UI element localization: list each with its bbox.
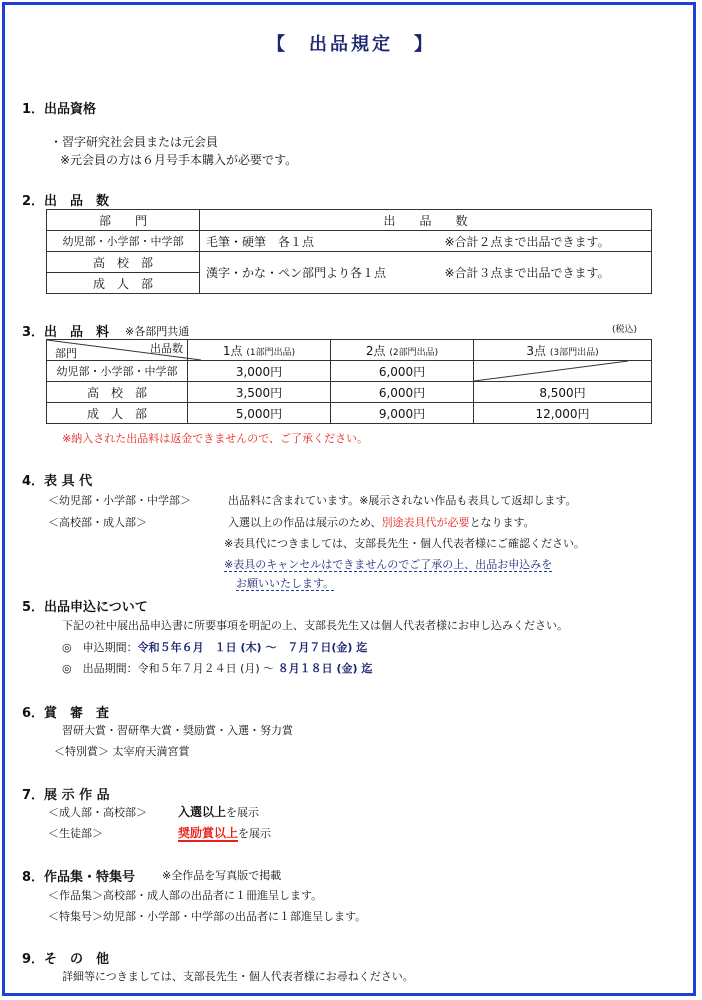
fee-header-1-sub: (1部門出品) [246,347,296,358]
submit-period-value-b: ８月１８日 (金) 迄 [277,662,373,675]
row-adult-label: 成 人 部 [47,273,200,294]
section-6-heading: 6．賞 審 査 [22,706,110,721]
submit-period-value-a: 令和５年７月２４日 (月) ～ [137,662,278,675]
display-adult-label: ＜成人部・高校部＞ [48,806,147,819]
eligibility-note: ※元会員の方は６月号手本購入が必要です。 [60,153,298,167]
submit-period-label: ◎ 出品期間： [62,662,138,675]
junior-count-note: ※合計２点まで出品できます。 [444,234,610,249]
junior-count-text: 毛筆・硬筆 各１点 [206,234,315,249]
tax-included-note: (税込) [612,325,638,335]
entry-count-table [46,209,652,294]
row-junior-label: 幼児部・小学部・中学部 [47,231,200,252]
display-student-text [178,824,271,841]
mounting-senior-text-red: 別途表具代が必要 [381,516,470,529]
row-junior-count [200,231,652,252]
mounting-senior-text [228,514,535,530]
awards-line: 習研大賞・習研準大賞・奨励賞・入選・努力賞 [62,724,293,737]
fee-header-2-label: 2点 [365,343,386,358]
na-diagonal-line [474,361,628,381]
fee-header-3 [474,340,652,361]
fee-header-2-sub: (2部門出品) [389,347,439,358]
mounting-junior-label: ＜幼児部・小学部・中学部＞ [48,494,191,507]
mounting-note-2b-text: お願いいたします。 [236,577,335,590]
mounting-note-1: ※表具代につきましては、支部長先生・個人代表者様にご確認ください。 [224,537,585,550]
senior-count-note: ※合計３点まで出品できます。 [444,266,610,280]
eligibility-line: ・習字研究社会員または元会員 [50,135,219,149]
section-5-heading: 5．出品申込について [22,600,148,615]
row-highschool-label: 高 校 部 [47,252,200,273]
refund-note: ※納入された出品料は返金できませんので、ご了承ください。 [62,432,368,445]
display-student-bold: 奨励賞以上 [178,826,239,840]
section-2-heading: 2．出 品 数 [22,194,110,209]
mounting-note-2b [236,575,334,591]
fee-row-highschool-2: 6,000円 [331,382,474,403]
fee-header-dept: 部門 [55,347,77,360]
section-8-heading: 8．作品集・特集号 [22,870,136,885]
fee-row-adult-2: 9,000円 [331,403,474,424]
mounting-senior-text-b: となります。 [469,516,535,529]
fee-header-3-label: 3点 [526,343,547,358]
apply-period [62,639,367,655]
col-dept-header: 部 門 [47,210,200,231]
fee-header-2 [331,340,474,361]
display-student-rest: を展示 [238,827,272,840]
section-1-heading: 1．出品資格 [22,102,97,117]
fee-header-corner [47,340,188,361]
fee-row-junior-2: 6,000円 [331,361,474,382]
fee-row-junior-3 [474,361,652,382]
fee-row-junior-label: 幼児部・小学部・中学部 [47,361,188,382]
fee-row-adult-3: 12,000円 [474,403,652,424]
collection-line: ＜作品集＞高校部・成人部の出品者に１冊進呈します。 [48,889,323,902]
section-3-heading: 3．出 品 料 [22,325,110,340]
fee-header-count: 出品数 [150,342,183,355]
fee-common-note: ※各部門共通 [125,325,190,338]
apply-period-value: 令和５年６月 １日 (木) ～ ７月７日(金) 迄 [137,641,368,654]
other-line: 詳細等につきましては、支部長先生・個人代表者様にお尋ねください。 [62,970,414,983]
section-9-heading: 9．そ の 他 [22,952,110,967]
fee-row-highschool-label: 高 校 部 [47,382,188,403]
submit-period [62,660,372,676]
fee-row-adult-1: 5,000円 [188,403,331,424]
mounting-note-2a [224,556,552,572]
col-count-header: 出 品 数 [200,210,652,231]
section-7-heading: 7．展 示 作 品 [22,788,110,803]
fee-row-junior-1: 3,000円 [188,361,331,382]
mounting-note-2a-text: ※表具のキャンセルはできませんのでご了承の上、出品お申込みを [224,558,553,571]
display-adult-text [178,803,259,820]
fee-row-adult-label: 成 人 部 [47,403,188,424]
collection-note: ※全作品を写真版で掲載 [162,869,282,882]
fee-table [46,339,652,424]
fee-header-1 [188,340,331,361]
page-title: 【 出品規定 】 [267,34,435,55]
apply-period-label: ◎ 申込期間： [62,641,138,654]
display-adult-rest: を展示 [226,806,260,819]
fee-header-1-label: 1点 [222,343,243,358]
display-student-label: ＜生徒部＞ [48,827,103,840]
senior-count-text: 漢字・かな・ペン部門より各１点 [206,266,387,280]
display-adult-bold: 入選以上 [178,805,227,819]
fee-row-highschool-3: 8,500円 [474,382,652,403]
mounting-senior-label: ＜高校部・成人部＞ [48,516,147,529]
fee-header-3-sub: (3部門出品) [549,347,599,358]
section-4-heading: 4．表 具 代 [22,474,93,489]
fee-row-highschool-1: 3,500円 [188,382,331,403]
special-issue-line: ＜特集号＞幼児部・小学部・中学部の出品者に１部進呈します。 [48,910,367,923]
special-award-line: ＜特別賞＞ 太宰府天満宮賞 [54,745,190,758]
mounting-senior-text-a: 入選以上の作品は展示のため、 [228,516,382,529]
row-senior-count [200,252,652,294]
application-instructions: 下記の社中展出品申込書に所要事項を明記の上、支部長先生又は個人代表者様にお申し込みください。 [62,619,568,632]
mounting-junior-text: 出品料に含まれています。※展示されない作品も表具して返却します。 [228,494,577,507]
